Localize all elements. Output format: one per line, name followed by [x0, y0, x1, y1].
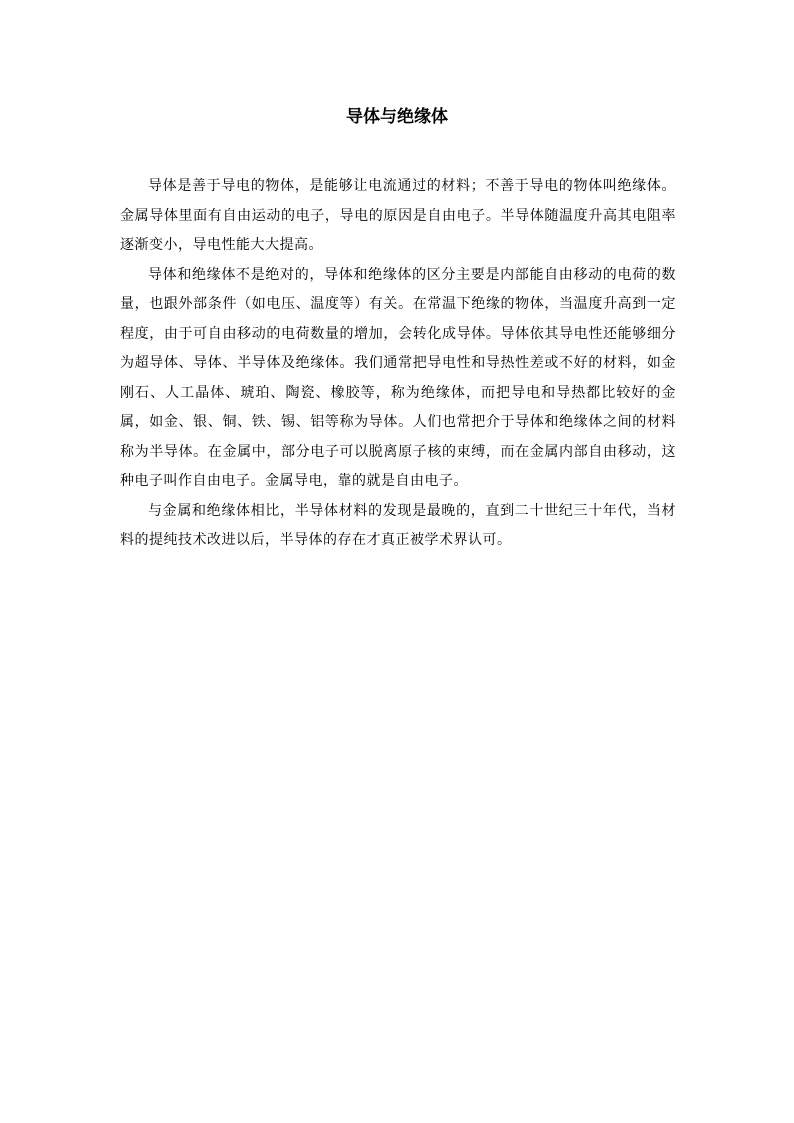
paragraph-conductor-definition: 导体是善于导电的物体，是能够让电流通过的材料；不善于导电的物体叫绝缘体。金属导体里面有自由运动的电子，导电的原因是自由电子。半导体随温度升高其电阻率逐渐变小，导电性能大大提高。 — [120, 178, 676, 253]
document-body — [120, 172, 676, 556]
paragraph-conductor-insulator-distinction: 导体和绝缘体不是绝对的，导体和绝缘体的区分主要是内部能自由移动的电荷的数量，也跟外部条件（如电压、温度等）有关。在常温下绝缘的物体，当温度升高到一定程度，由于可自由移动的电荷数量的增加，会转化成导体。导体依其导电性还能够细分为超导体、导体、半导体及绝缘体。我们通常把导电性和导热性差或不好的材料，如金刚石、人工晶体、琥珀、陶瓷、橡胶等，称为绝缘体，而把导电和导热都比较好的金属，如金、银、铜、铁、锡、铝等称为导体。人们也常把介于导体和绝缘体之间的材料称为半导体。在金属中，部分电子可以脱离原子核的束缚，而在金属内部自由移动，这种电子叫作自由电子。金属导电，靠的就是自由电子。 — [120, 266, 676, 489]
page-title: 导体与绝缘体 — [346, 107, 448, 127]
paragraph-semiconductor-history: 与金属和绝缘体相比，半导体材料的发现是最晚的，直到二十世纪三十年代，当材料的提纯技术改进以后，半导体的存在才真正被学术界认可。 — [120, 502, 676, 548]
